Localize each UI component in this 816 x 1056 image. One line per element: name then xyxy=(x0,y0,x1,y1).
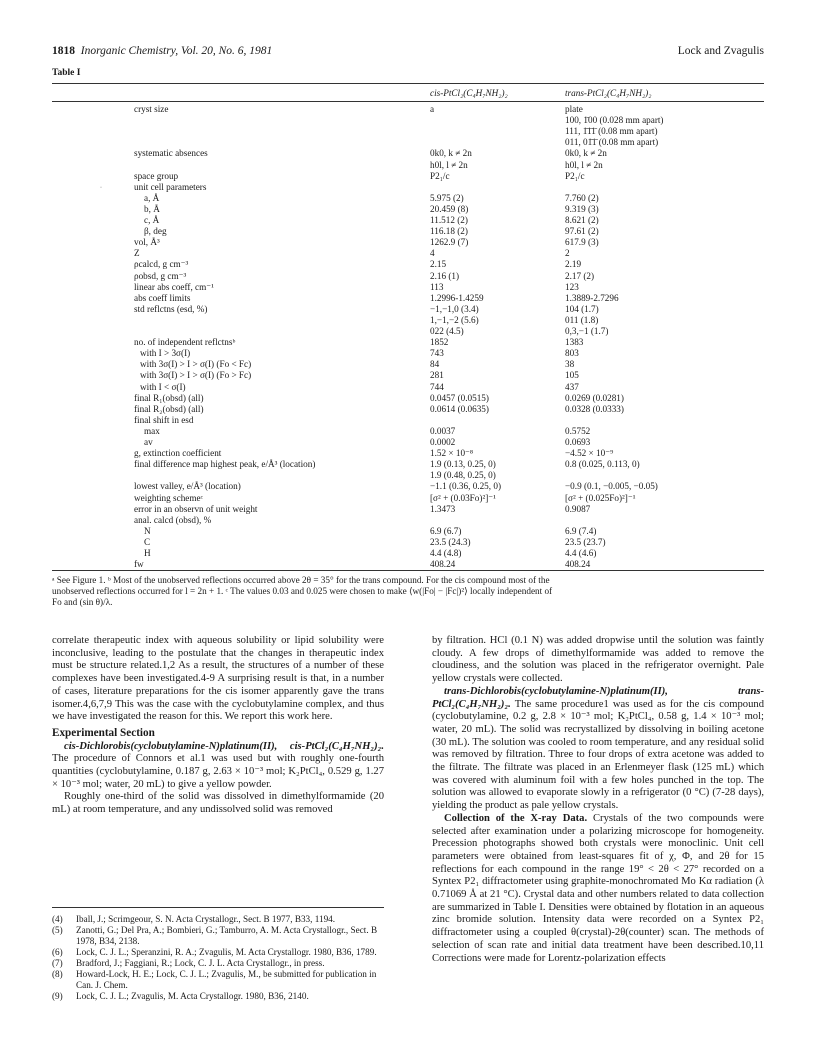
running-header xyxy=(52,45,272,57)
reference-item xyxy=(52,958,384,969)
row-label: std reflctns (esd, %) xyxy=(134,303,208,314)
trans-value: plate xyxy=(565,104,583,114)
trans-value: 011, 01̄1̄ (0.08 mm apart) xyxy=(565,137,659,148)
table-row xyxy=(0,493,816,504)
trans-value: 437 xyxy=(565,381,579,392)
row-label: a, Å xyxy=(144,192,160,203)
cis-prep-heading: cis-Dichlorobis(cyclobutylamine-N)platinum(II), cis-PtCl₂(C₄H₇NH₂)₂. xyxy=(64,740,384,752)
reference-text: Lock, C. J. L.; Zvagulis, M. Acta Crystallogr. 1980, B36, 2140. xyxy=(76,991,309,1001)
table-row xyxy=(0,504,816,515)
trans-prep-text: The same procedure1 was used as for the cis compound (cyclobutylamine, 0.2 g, 2.8 × 10⁻³ mol; K₂PtCl₄, 0.58 g, 1.4 × 10⁻³ mol; water, 20 mL). The solid was recrystallized by dissolving in boiling acetone (30 mL). The solution was cooled to room temperature, and any residual solid was removed by filtration. Three to four drops of extra acetone was added to the filtrate. The filtrate was placed in an Erlenmeyer flask (125 mL) which was covered with aluminum foil with a few holes punched in the top. The solution was allowed to evaporate slowly in a refrigerator (0 °C) (7-28 days), yielding the product as pale yellow crystals. xyxy=(432,698,764,812)
cis-value: 0.0002 xyxy=(430,437,456,447)
row-label: final shift in esd xyxy=(134,414,194,425)
cis-value: 022 (4.5) xyxy=(430,326,464,336)
cis-value: 1.2996-1.4259 xyxy=(430,292,484,303)
left-column xyxy=(52,635,384,817)
row-label: vol, Å³ xyxy=(134,237,160,248)
trans-value: 0.0328 (0.0333) xyxy=(565,403,624,414)
table-row xyxy=(0,393,816,404)
table-row xyxy=(0,126,816,137)
table-row xyxy=(0,481,816,492)
cis-value: h0l, l ≠ 2n xyxy=(430,159,468,170)
row-label: C xyxy=(144,536,151,547)
trans-value: 97.61 (2) xyxy=(565,226,599,237)
cis-value: 281 xyxy=(430,370,444,381)
table-row xyxy=(0,459,816,470)
trans-value: 1383 xyxy=(565,337,584,348)
table-top-rule xyxy=(52,83,764,84)
trans-value: 0k0, k ≠ 2n xyxy=(565,148,607,159)
cis-value: 0.0037 xyxy=(430,425,456,436)
cis-value: 11.512 (2) xyxy=(430,215,468,225)
trans-value: 7.760 (2) xyxy=(565,192,599,203)
table-row xyxy=(0,182,816,193)
reference-item xyxy=(52,991,384,1002)
table-row xyxy=(0,193,816,204)
column-header-cis: cis-PtCl₂(C₄H₇NH₂)₂ xyxy=(430,88,508,98)
row-label: c, Å xyxy=(144,215,160,225)
row-label: ρcalcd, g cm⁻³ xyxy=(134,259,189,270)
table-row xyxy=(0,370,816,381)
cis-value: 6.9 (6.7) xyxy=(430,525,462,536)
xray-text: Crystals of the two compounds were selected after examination under a polarizing microscope for homogeneity. Precession photographs showed both crystals were monoclinic. Unit cell parameters were obtained from least-squares fit of χ, Φ, and 2θ for 15 reflections for each compound in the range 19° < 2θ < 27° recorded on a Syntex P2₁ diffractometer using graphite-monochromated Mo Kα radiation (λ 0.71069 Å at 21 °C). Crystal data and other numbers related to data collection are summarized in Table I. Densities were obtained by flotation in an aqueous zinc bromide solution. Intensity data were recorded on a Syntex P2₁ diffractometer using a coupled θ(crystal)-2θ(counter) scan. The methods of selection of scan rate and initial data treatment have been described.10,11 Corrections were made for Lorentz-polarization effects xyxy=(432,812,764,964)
trans-value: 0.0693 xyxy=(565,437,591,447)
row-label: fw xyxy=(134,559,144,570)
row-label: b, Å xyxy=(144,203,160,214)
trans-value: 803 xyxy=(565,348,579,359)
table-row xyxy=(0,204,816,215)
cis-value: 1.3473 xyxy=(430,503,456,514)
trans-value: −4.52 × 10⁻⁹ xyxy=(565,448,614,459)
cis-value: 2.15 xyxy=(430,259,447,270)
table-row xyxy=(0,359,816,370)
table-row xyxy=(0,315,816,326)
reference-item xyxy=(52,969,384,991)
table-row xyxy=(0,559,816,570)
trans-value: 0.5752 xyxy=(565,425,591,436)
reference-number: (7) xyxy=(52,958,63,968)
cis-value: 1,−1,−2 (5.6) xyxy=(430,314,479,325)
row-label: av xyxy=(144,437,153,447)
trans-value: P2₁/c xyxy=(565,170,585,181)
cis-value: [σ² + (0.03Fo)²]⁻¹ xyxy=(430,492,496,503)
trans-value: [σ² + (0.025Fo)²]⁻¹ xyxy=(565,492,636,503)
cis-value: −1.1 (0.36, 0.25, 0) xyxy=(430,481,502,492)
table-row xyxy=(0,437,816,448)
table-row xyxy=(0,293,816,304)
cis-value: 23.5 (24.3) xyxy=(430,536,471,547)
row-label: anal. calcd (obsd), % xyxy=(134,514,212,525)
row-label: cryst size xyxy=(134,104,169,114)
table-bottom-rule xyxy=(52,570,764,571)
row-label: ρobsd, g cm⁻³ xyxy=(134,270,187,281)
references-rule xyxy=(52,907,384,908)
trans-value: h0l, l ≠ 2n xyxy=(565,159,603,170)
reference-item xyxy=(52,925,384,947)
row-label: unit cell parameters xyxy=(134,181,207,192)
table-footnote-line-3: Fo and (sin θ)/λ. xyxy=(52,597,113,607)
row-label: with I > 3σ(I) xyxy=(140,348,191,359)
cis-value: 113 xyxy=(430,281,444,292)
cis-value: 1852 xyxy=(430,337,449,348)
table-row xyxy=(0,171,816,182)
trans-value: −0.9 (0.1, −0.005, −0.05) xyxy=(565,481,658,492)
row-label: final R₂(obsd) (all) xyxy=(134,403,204,414)
right-column xyxy=(432,635,764,965)
table-row xyxy=(0,426,816,437)
table-row xyxy=(0,526,816,537)
cis-value: 4.4 (4.8) xyxy=(430,548,462,558)
trans-value: 617.9 (3) xyxy=(565,237,599,248)
row-label: H xyxy=(144,548,151,558)
table-row xyxy=(0,515,816,526)
row-label: abs coeff limits xyxy=(134,292,191,303)
table-header-rule xyxy=(52,101,764,102)
cis-value: 4 xyxy=(430,248,435,259)
trans-value: 23.5 (23.7) xyxy=(565,536,606,547)
table-row xyxy=(0,115,816,126)
reference-text: Zanotti, G.; Del Pra, A.; Bombieri, G.; Tamburro, A. M. Acta Crystallogr., Sect. B 1978, B34, 2138. xyxy=(76,925,378,946)
row-label: final R₁(obsd) (all) xyxy=(134,392,204,403)
row-label: weighting schemeᶜ xyxy=(134,492,203,503)
table-row xyxy=(0,271,816,282)
table-row xyxy=(0,282,816,293)
trans-value: 2.17 (2) xyxy=(565,270,595,281)
reference-number: (6) xyxy=(52,947,63,957)
table-row xyxy=(0,415,816,426)
row-label: linear abs coeff, cm⁻¹ xyxy=(134,281,214,292)
reference-text: Lock, C. J. L.; Speranzini, R. A.; Zvagulis, M. Acta Crystallogr. 1980, B36, 1789. xyxy=(76,947,377,957)
trans-value: 6.9 (7.4) xyxy=(565,525,597,536)
cis-dissolution-paragraph: Roughly one-third of the solid was dissolved in dimethylformamide (20 mL) at room temperature, and any undissolved solid was removed xyxy=(52,791,384,816)
trans-value: 8.621 (2) xyxy=(565,215,599,225)
journal-citation: Inorganic Chemistry, Vol. 20, No. 6, 1981 xyxy=(80,45,273,57)
table-row xyxy=(0,404,816,415)
reference-number: (8) xyxy=(52,969,63,979)
trans-value: 0.9087 xyxy=(565,503,591,514)
cis-value: 1262.9 (7) xyxy=(430,237,469,248)
table-row xyxy=(0,382,816,393)
reference-number: (4) xyxy=(52,914,63,924)
trans-value: 2 xyxy=(565,248,570,259)
author-names: Lock and Zvagulis xyxy=(677,45,764,57)
row-label: systematic absences xyxy=(134,148,208,159)
table-row xyxy=(0,326,816,337)
reference-item xyxy=(52,947,384,958)
table-row xyxy=(0,215,816,226)
cis-value: a xyxy=(430,104,435,114)
table-row xyxy=(0,470,816,481)
reference-text: Bradford, J.; Faggiani, R.; Lock, C. J. L. Acta Crystallogr., in press. xyxy=(76,958,325,968)
trans-value: 0.0269 (0.0281) xyxy=(565,392,624,403)
row-label: lowest valley, e/Å³ (location) xyxy=(134,481,241,492)
cis-value: 408.24 xyxy=(430,559,456,570)
table-row xyxy=(0,448,816,459)
trans-value: 104 (1.7) xyxy=(565,303,599,314)
cis-value: 1.9 (0.13, 0.25, 0) xyxy=(430,459,496,470)
table-row xyxy=(0,348,816,359)
cis-value: 0.0457 (0.0515) xyxy=(430,392,489,403)
table-footnote-line-1: ᵃ See Figure 1. ᵇ Most of the unobserved reflections occurred above 2θ = 35° for the trans compound. For the cis compound most of the xyxy=(52,575,550,585)
reference-item xyxy=(52,914,384,925)
cis-prep-paragraph xyxy=(52,741,384,792)
reference-list xyxy=(52,914,384,1002)
trans-value: 011 (1.8) xyxy=(565,314,599,325)
table-title: Table I xyxy=(52,68,81,78)
table-footnote-line-2: unobserved reflections occurred for l = 2n + 1. ᶜ The values 0.03 and 0.025 were chosen to make ⟨w(|Fo| − |Fc|)²⟩ locally independent of xyxy=(52,586,553,596)
cis-value: 744 xyxy=(430,381,444,392)
cis-value: 2.16 (1) xyxy=(430,270,460,281)
trans-value: 9.319 (3) xyxy=(565,203,599,214)
trans-value: 105 xyxy=(565,370,579,381)
filtration-paragraph: by filtration. HCl (0.1 N) was added dropwise until the solution was faintly cloudy. A few drops of dimethylformamide was added to remove the cloudiness, and the solution was placed in the refrigerator overnight. Pale yellow crystals were collected. xyxy=(432,635,764,685)
trans-prep-paragraph xyxy=(432,686,764,813)
table-row xyxy=(0,337,816,348)
row-label: no. of independent reflctnsᵇ xyxy=(134,337,236,348)
cis-value: 5.975 (2) xyxy=(430,192,464,203)
row-label: N xyxy=(144,525,151,536)
row-label: error in an observn of unit weight xyxy=(134,503,258,514)
cis-value: P2₁/c xyxy=(430,170,450,181)
table-row xyxy=(0,259,816,270)
trans-value: 4.4 (4.6) xyxy=(565,548,597,558)
row-label: g, extinction coefficient xyxy=(134,448,222,459)
scan-speck: · xyxy=(100,185,102,191)
page-number: 1818 xyxy=(52,45,75,57)
cis-value: 1.52 × 10⁻⁸ xyxy=(430,448,474,459)
row-label: with I < σ(I) xyxy=(140,381,186,392)
row-label: with 3σ(I) > I > σ(I) (Fo < Fc) xyxy=(140,359,252,370)
trans-value: 0,3,−1 (1.7) xyxy=(565,326,609,336)
table-row xyxy=(0,304,816,315)
cis-value: 0k0, k ≠ 2n xyxy=(430,148,472,159)
table-row xyxy=(0,548,816,559)
table-row xyxy=(0,137,816,148)
table-row xyxy=(0,226,816,237)
column-header-trans: trans-PtCl₂(C₄H₇NH₂)₂ xyxy=(565,88,652,98)
row-label: final difference map highest peak, e/Å³ (location) xyxy=(134,459,316,470)
reference-text: Howard-Lock, H. E.; Lock, C. J. L.; Zvagulis, M., be submitted for publication in Can. J. Chem. xyxy=(76,969,377,990)
reference-number: (9) xyxy=(52,991,63,1001)
table-row xyxy=(0,160,816,171)
trans-value: 0.8 (0.025, 0.113, 0) xyxy=(565,459,640,470)
trans-value: 123 xyxy=(565,281,579,292)
trans-value: 111, 1̄1̄1̄ (0.08 mm apart) xyxy=(565,126,658,137)
cis-value: −1,−1,0 (3.4) xyxy=(430,303,479,314)
cis-prep-text: The procedure of Connors et al.1 was used but with roughly one-fourth quantities (cyclobutylamine, 0.187 g, 2.63 × 10⁻³ mol; K₂PtCl₄, 0.529 g, 1.27 × 10⁻³ mol; water, 20 mL) to give a yellow powder. xyxy=(52,753,384,790)
trans-value: 1.3889-2.7296 xyxy=(565,292,619,303)
row-label: Z xyxy=(134,248,140,259)
row-label: space group xyxy=(134,170,179,181)
table-row xyxy=(0,237,816,248)
trans-value: 2.19 xyxy=(565,259,582,270)
cis-value: 0.0614 (0.0635) xyxy=(430,403,489,414)
reference-number: (5) xyxy=(52,925,63,935)
trans-value: 100, 1̄00 (0.028 mm apart) xyxy=(565,115,664,126)
trans-value: 408.24 xyxy=(565,559,591,570)
trans-prep-heading: trans-Dichlorobis(cyclobutylamine-N)platinum(II), trans-PtCl₂(C₄H₇NH₂)₂. xyxy=(432,685,764,710)
table-row xyxy=(0,537,816,548)
cis-value: 20.459 (8) xyxy=(430,203,469,214)
row-label: max xyxy=(144,425,160,436)
cis-value: 1.9 (0.48, 0.25, 0) xyxy=(430,470,496,481)
xray-paragraph xyxy=(432,813,764,965)
reference-text: Iball, J.; Scrimgeour, S. N. Acta Crystallogr., Sect. B 1977, B33, 1194. xyxy=(76,914,336,924)
xray-heading: Collection of the X-ray Data. xyxy=(444,812,588,824)
cis-value: 743 xyxy=(430,348,444,359)
trans-value: 38 xyxy=(565,359,575,370)
row-label: β, deg xyxy=(144,226,167,237)
cis-value: 84 xyxy=(430,359,440,370)
table-row xyxy=(0,248,816,259)
table-row xyxy=(0,104,816,115)
section-heading: Experimental Section xyxy=(52,726,155,739)
cis-value: 116.18 (2) xyxy=(430,226,468,237)
table-row xyxy=(0,148,816,159)
row-label: with 3σ(I) > I > σ(I) (Fo > Fc) xyxy=(140,370,252,381)
intro-paragraph: correlate therapeutic index with aqueous solubility or lipid solubility were inconclusive, leading to the postulate that the changes in therapeutic index must be structure related.1,2 As a result, the structures of a number of these complexes have been investigated.4-9 A surprising result is that, in a number of cases, literature preparations for the cis isomer apparently gave the trans isomer.4,6,7,9 This was the case with the cyclobutylamine complex, and thus we have investigated the reason for this. We report this work here. xyxy=(52,635,384,723)
